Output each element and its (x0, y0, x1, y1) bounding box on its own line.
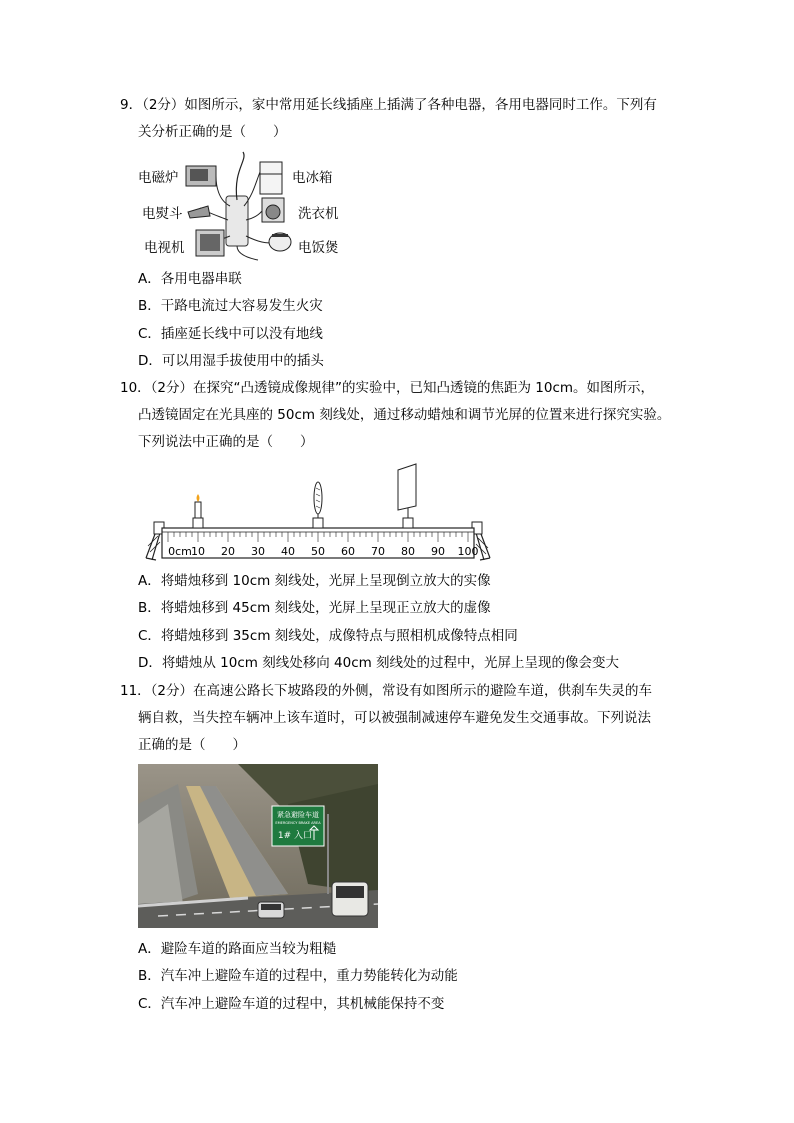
label-induction-cooker: 电磁炉 (138, 170, 179, 186)
ruler-label: 80 (401, 545, 415, 558)
q9-stem-line1: 9．（2分）如图所示，家中常用延长线插座上插满了各种电器，各用电器同时工作。下列有 (120, 97, 657, 113)
label-television: 电视机 (144, 240, 185, 256)
q9-stem-line2: 关分析正确的是（ ） (138, 124, 287, 140)
label-washing-machine: 洗衣机 (298, 206, 339, 222)
ruler-label: 60 (341, 545, 355, 558)
q9-option-a: A．各用电器串联 (138, 271, 242, 287)
q11-option-a: A．避险车道的路面应当较为粗糙 (138, 941, 337, 957)
q11-stem-line1: 11．（2分）在高速公路长下坡路段的外侧，常设有如图所示的避险车道，供刹车失灵的车 (120, 683, 653, 699)
q9-option-b: B．干路电流过大容易发生火灾 (138, 298, 323, 314)
q10-option-b: B．将蜡烛移到 45cm 刻线处，光屏上呈现正立放大的虚像 (138, 600, 491, 616)
ruler-label: 40 (281, 545, 295, 558)
q9-appliance-figure (138, 150, 348, 262)
q11-option-b: B．汽车冲上避险车道的过程中，重力势能转化为动能 (138, 968, 458, 984)
escape-ramp-illustration (138, 764, 378, 928)
q10-stem-line3: 下列说法中正确的是（ ） (138, 434, 314, 450)
q10-option-a: A．将蜡烛移到 10cm 刻线处，光屏上呈现倒立放大的实像 (138, 573, 491, 589)
ruler-label: 0cm (168, 545, 192, 558)
q10-stem-line1: 10．（2分）在探究“凸透镜成像规律”的实验中，已知凸透镜的焦距为 10cm。如图所示， (120, 380, 655, 396)
q11-stem-line2: 辆自救，当失控车辆冲上该车道时，可以被强制减速停车避免发生交通事故。下列说法 (138, 710, 651, 726)
ruler-label: 20 (221, 545, 235, 558)
ruler-label: 70 (371, 545, 385, 558)
label-refrigerator: 电冰箱 (292, 170, 333, 186)
ruler-label: 90 (431, 545, 445, 558)
q10-option-d: D．将蜡烛从 10cm 刻线处移向 40cm 刻线处的过程中，光屏上呈现的像会变大 (138, 655, 620, 671)
q9-option-d: D．可以用湿手拔使用中的插头 (138, 353, 324, 369)
sign-title-text: 紧急避险车道 (277, 811, 319, 819)
q10-stem-line2: 凸透镜固定在光具座的 50cm 刻线处，通过移动蜡烛和调节光屏的位置来进行探究实验。 (138, 407, 671, 423)
sign-entry-text: 1# 入口 (277, 831, 313, 841)
optical-bench-figure (140, 462, 500, 566)
q10-option-c: C．将蜡烛移到 35cm 刻线处，成像特点与照相机成像特点相同 (138, 628, 518, 644)
sign-subtitle-text: EMERGENCY BRAKE AREA (275, 821, 321, 825)
ruler-label: 100 (457, 545, 479, 558)
q11-option-c: C．汽车冲上避险车道的过程中，其机械能保持不变 (138, 996, 445, 1012)
optical-bench-illustration (140, 462, 500, 566)
ruler-label: 30 (251, 545, 265, 558)
q9-option-c: C．插座延长线中可以没有地线 (138, 326, 323, 342)
escape-ramp-photo (138, 764, 378, 928)
ruler-label: 10 (191, 545, 205, 558)
label-iron: 电熨斗 (142, 206, 183, 222)
q11-stem-line3: 正确的是（ ） (138, 737, 246, 753)
label-rice-cooker: 电饭煲 (298, 240, 339, 256)
ruler-label: 50 (311, 545, 325, 558)
